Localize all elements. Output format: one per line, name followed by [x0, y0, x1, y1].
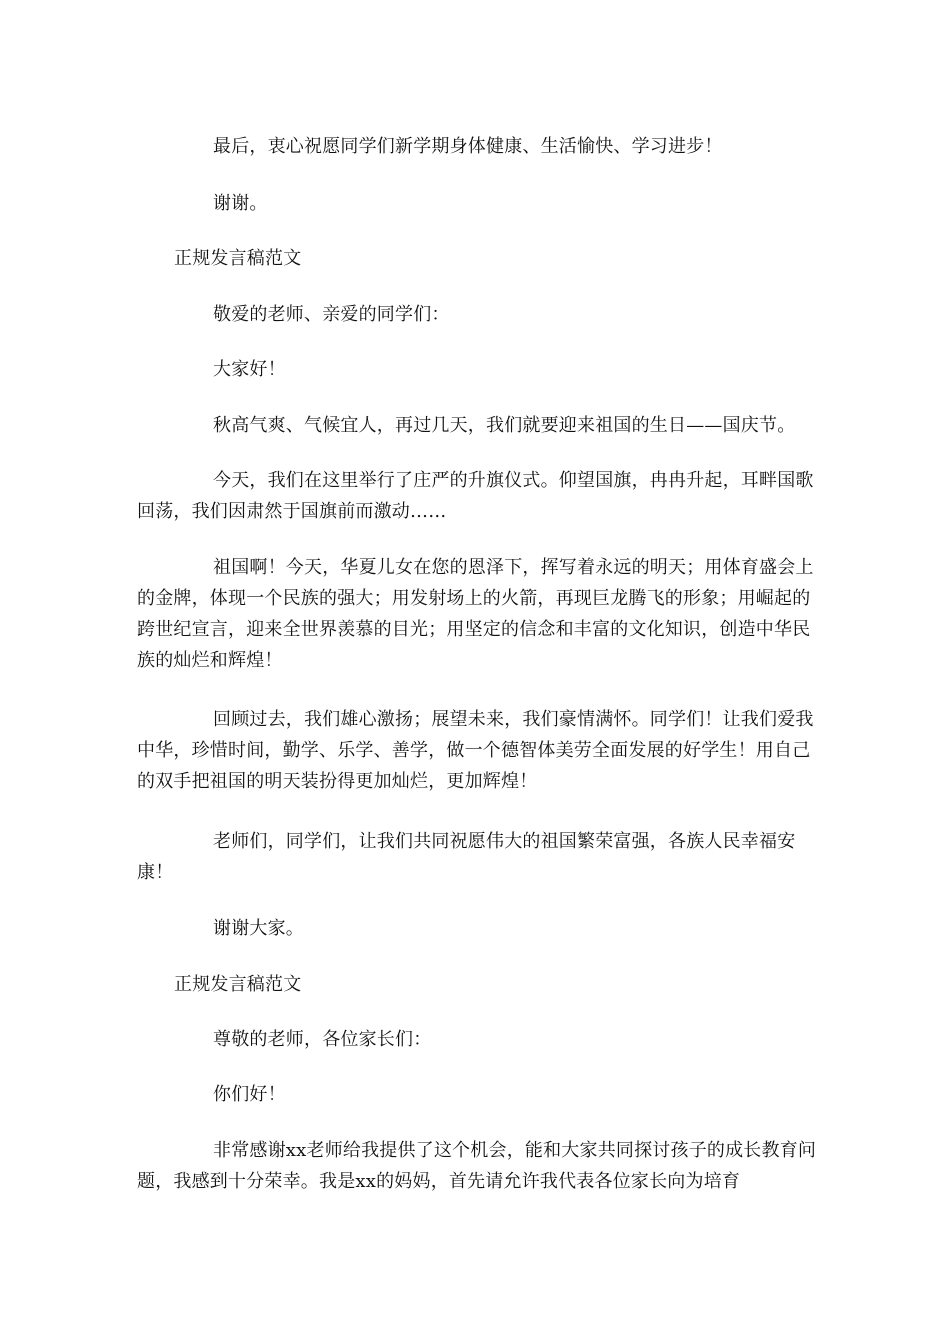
- paragraph-parent-speech: [137, 1135, 822, 1197]
- paragraph-motherland: [137, 552, 822, 676]
- paragraph-parent-speech-text: 非常感谢xx老师给我提供了这个机会，能和大家共同探讨孩子的成长教育问题，我感到十分荣幸。我是xx的妈妈，首先请允许我代表各位家长向为培育: [137, 1140, 817, 1192]
- section-heading-1: 正规发言稿范文: [174, 248, 302, 269]
- paragraph-review: [137, 704, 822, 797]
- paragraph-thanks-all: 谢谢大家。: [213, 918, 304, 939]
- paragraph-blessing-text: 老师们，同学们，让我们共同祝愿伟大的祖国繁荣富强，各族人民幸福安康！: [137, 831, 796, 883]
- paragraph-blessing: [137, 826, 822, 888]
- section-heading-2: 正规发言稿范文: [174, 974, 302, 995]
- paragraph-greeting-2: 你们好！: [213, 1084, 286, 1105]
- paragraph-thanks: 谢谢。: [213, 193, 268, 214]
- paragraph-closing-wish: 最后，衷心祝愿同学们新学期身体健康、生活愉快、学习进步！: [213, 136, 723, 157]
- paragraph-flag-ceremony-text: 今天，我们在这里举行了庄严的升旗仪式。仰望国旗，冉冉升起，耳畔国歌回荡，我们因肃然于国旗前而激动……: [137, 470, 814, 522]
- paragraph-review-text: 回顾过去，我们雄心激扬；展望未来，我们豪情满怀。同学们！让我们爱我中华，珍惜时间，勤学、乐学、善学，做一个德智体美劳全面发展的好学生！用自己的双手把祖国的明天装扮得更加灿烂，更加辉煌！: [137, 709, 814, 792]
- paragraph-flag-ceremony: [137, 465, 822, 527]
- paragraph-salutation-2: 尊敬的老师，各位家长们：: [213, 1029, 432, 1050]
- paragraph-greeting-1: 大家好！: [213, 359, 286, 380]
- paragraph-motherland-text: 祖国啊！今天，华夏儿女在您的恩泽下，挥写着永远的明天；用体育盛会上的金牌，体现一个民族的强大；用发射场上的火箭，再现巨龙腾飞的形象；用崛起的跨世纪宣言，迎来全世界羡慕的目光；用坚定的信念和丰富的文化知识，创造中华民族的灿烂和辉煌！: [137, 557, 814, 671]
- paragraph-salutation-1: 敬爱的老师、亲爱的同学们：: [213, 304, 450, 325]
- paragraph-autumn: 秋高气爽、气候宜人，再过几天，我们就要迎来祖国的生日——国庆节。: [213, 415, 796, 436]
